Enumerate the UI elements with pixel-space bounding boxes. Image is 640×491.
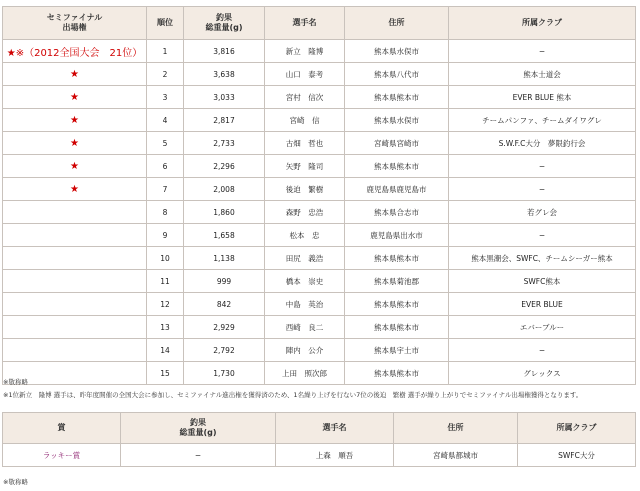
address-cell: 熊本県宇土市 (345, 339, 449, 362)
name-cell: 橋本 崇史 (265, 270, 345, 293)
semifinal-cell (3, 270, 147, 293)
semifinal-cell: ★ (3, 132, 147, 155)
rank-cell: 6 (147, 155, 184, 178)
prize-header-club: 所属クラブ (518, 413, 636, 444)
weight-cell: 2,296 (184, 155, 265, 178)
header-weight-line2: 総重量(g) (205, 23, 243, 32)
prize-table (2, 412, 636, 467)
club-cell: − (449, 178, 636, 201)
header-semifinal-line1: セミファイナル (46, 13, 103, 22)
semifinal-cell (3, 224, 147, 247)
prize-header-address: 住所 (394, 413, 518, 444)
weight-cell: 2,733 (184, 132, 265, 155)
address-cell: 熊本県熊本市 (345, 247, 449, 270)
weight-cell: 2,929 (184, 316, 265, 339)
name-cell: 矢野 隆司 (265, 155, 345, 178)
results-header-row (3, 7, 636, 40)
table-row (3, 40, 636, 63)
club-cell: SWFC熊本 (449, 270, 636, 293)
weight-cell: 1,138 (184, 247, 265, 270)
prize-address-cell: 宮崎県都城市 (394, 444, 518, 467)
header-semifinal (3, 7, 147, 40)
rank-cell: 14 (147, 339, 184, 362)
name-cell: 西崎 良二 (265, 316, 345, 339)
prize-header-name: 選手名 (276, 413, 394, 444)
table-row (3, 86, 636, 109)
table-row (3, 444, 636, 467)
address-cell: 熊本県水俣市 (345, 109, 449, 132)
prize-winner-cell: 上森 順吾 (276, 444, 394, 467)
address-cell: 熊本県熊本市 (345, 316, 449, 339)
name-cell: 宮崎 信 (265, 109, 345, 132)
table-row (3, 293, 636, 316)
weight-cell: 2,792 (184, 339, 265, 362)
name-cell: 陣内 公介 (265, 339, 345, 362)
name-cell: 中島 英治 (265, 293, 345, 316)
semifinal-cell: ★ (3, 63, 147, 86)
club-cell: − (449, 40, 636, 63)
semifinal-cell (3, 201, 147, 224)
rank-cell: 2 (147, 63, 184, 86)
prize-weight-cell: − (121, 444, 276, 467)
club-cell: EVER BLUE (449, 293, 636, 316)
table-row (3, 270, 636, 293)
prize-header-weight-line2: 総重量(g) (179, 428, 217, 437)
name-cell: 松本 忠 (265, 224, 345, 247)
club-cell: S.W.F.C大分 夢限釣行会 (449, 132, 636, 155)
weight-cell: 2,817 (184, 109, 265, 132)
header-rank: 順位 (147, 7, 184, 40)
name-cell: 森野 忠浩 (265, 201, 345, 224)
prize-header-row (3, 413, 636, 444)
name-cell: 宮村 信次 (265, 86, 345, 109)
prize-name-cell: ラッキー賞 (3, 444, 121, 467)
club-cell: 熊本黒潮会、SWFC、チームシーガー熊本 (449, 247, 636, 270)
table-row (3, 63, 636, 86)
prize-club-cell: SWFC大分 (518, 444, 636, 467)
club-cell: チームパンファ、チームダイワグレ (449, 109, 636, 132)
honorific-note: ※敬称略 (3, 378, 28, 386)
header-semifinal-line2: 出場権 (62, 23, 87, 32)
semifinal-cell: ★ (3, 155, 147, 178)
address-cell: 熊本県熊本市 (345, 293, 449, 316)
rank-cell: 4 (147, 109, 184, 132)
table-row (3, 132, 636, 155)
semifinal-cell: ★ (3, 86, 147, 109)
address-cell: 熊本県八代市 (345, 63, 449, 86)
header-weight-line1: 釣果 (216, 13, 232, 22)
club-cell: グレックス (449, 362, 636, 385)
semifinal-cell: ★ (3, 178, 147, 201)
semifinal-cell (3, 316, 147, 339)
rank-cell: 13 (147, 316, 184, 339)
header-club: 所属クラブ (449, 7, 636, 40)
rank-cell: 1 (147, 40, 184, 63)
address-cell: 鹿児島県出水市 (345, 224, 449, 247)
semifinal-cell (3, 339, 147, 362)
table-row (3, 224, 636, 247)
header-name: 選手名 (265, 7, 345, 40)
rank-cell: 5 (147, 132, 184, 155)
address-cell: 熊本県水俣市 (345, 40, 449, 63)
table-row (3, 155, 636, 178)
address-cell: 熊本県熊本市 (345, 155, 449, 178)
semifinal-cell (3, 247, 147, 270)
semifinal-explanation-note: ※1位新立 隆博 選手は、昨年度開催の全国大会に参加し、セミファイナル進出権を獲得済のため、1名繰り上げを行ない7位の後迫 繁樹 選手が繰り上がりでセミファイナル出場権獲得となります。 (3, 391, 583, 399)
address-cell: 宮崎県宮崎市 (345, 132, 449, 155)
table-row (3, 247, 636, 270)
weight-cell: 1,658 (184, 224, 265, 247)
honorific-note-bottom: ※敬称略 (3, 478, 28, 486)
rank-cell: 12 (147, 293, 184, 316)
header-weight (184, 7, 265, 40)
rank-cell: 8 (147, 201, 184, 224)
name-cell: 田尻 義浩 (265, 247, 345, 270)
prize-header-prize: 賞 (3, 413, 121, 444)
name-cell: 新立 隆博 (265, 40, 345, 63)
club-cell: 若グレ会 (449, 201, 636, 224)
address-cell: 鹿児島県鹿児島市 (345, 178, 449, 201)
rank-cell: 11 (147, 270, 184, 293)
table-row (3, 316, 636, 339)
club-cell: − (449, 339, 636, 362)
table-row (3, 339, 636, 362)
weight-cell: 842 (184, 293, 265, 316)
table-row (3, 201, 636, 224)
semifinal-cell (3, 293, 147, 316)
semifinal-cell: ★※（2012全国大会 21位） (3, 40, 147, 63)
weight-cell: 2,008 (184, 178, 265, 201)
club-cell: EVER BLUE 熊本 (449, 86, 636, 109)
club-cell: エバーブルー (449, 316, 636, 339)
name-cell: 古畑 哲也 (265, 132, 345, 155)
name-cell: 山口 泰考 (265, 63, 345, 86)
weight-cell: 999 (184, 270, 265, 293)
rank-cell: 7 (147, 178, 184, 201)
club-cell: 熊本士道会 (449, 63, 636, 86)
prize-header-weight-line1: 釣果 (190, 418, 206, 427)
name-cell: 後迫 繁樹 (265, 178, 345, 201)
address-cell: 熊本県熊本市 (345, 362, 449, 385)
address-cell: 熊本県合志市 (345, 201, 449, 224)
prize-header-weight (121, 413, 276, 444)
results-table (2, 6, 636, 385)
weight-cell: 3,638 (184, 63, 265, 86)
name-cell: 上田 照次郎 (265, 362, 345, 385)
rank-cell: 15 (147, 362, 184, 385)
weight-cell: 3,033 (184, 86, 265, 109)
table-row (3, 178, 636, 201)
table-row (3, 362, 636, 385)
club-cell: − (449, 224, 636, 247)
semifinal-cell: ★ (3, 109, 147, 132)
rank-cell: 9 (147, 224, 184, 247)
table-row (3, 109, 636, 132)
weight-cell: 3,816 (184, 40, 265, 63)
header-address: 住所 (345, 7, 449, 40)
rank-cell: 3 (147, 86, 184, 109)
club-cell: − (449, 155, 636, 178)
rank-cell: 10 (147, 247, 184, 270)
address-cell: 熊本県熊本市 (345, 86, 449, 109)
address-cell: 熊本県菊池郡 (345, 270, 449, 293)
weight-cell: 1,860 (184, 201, 265, 224)
weight-cell: 1,730 (184, 362, 265, 385)
